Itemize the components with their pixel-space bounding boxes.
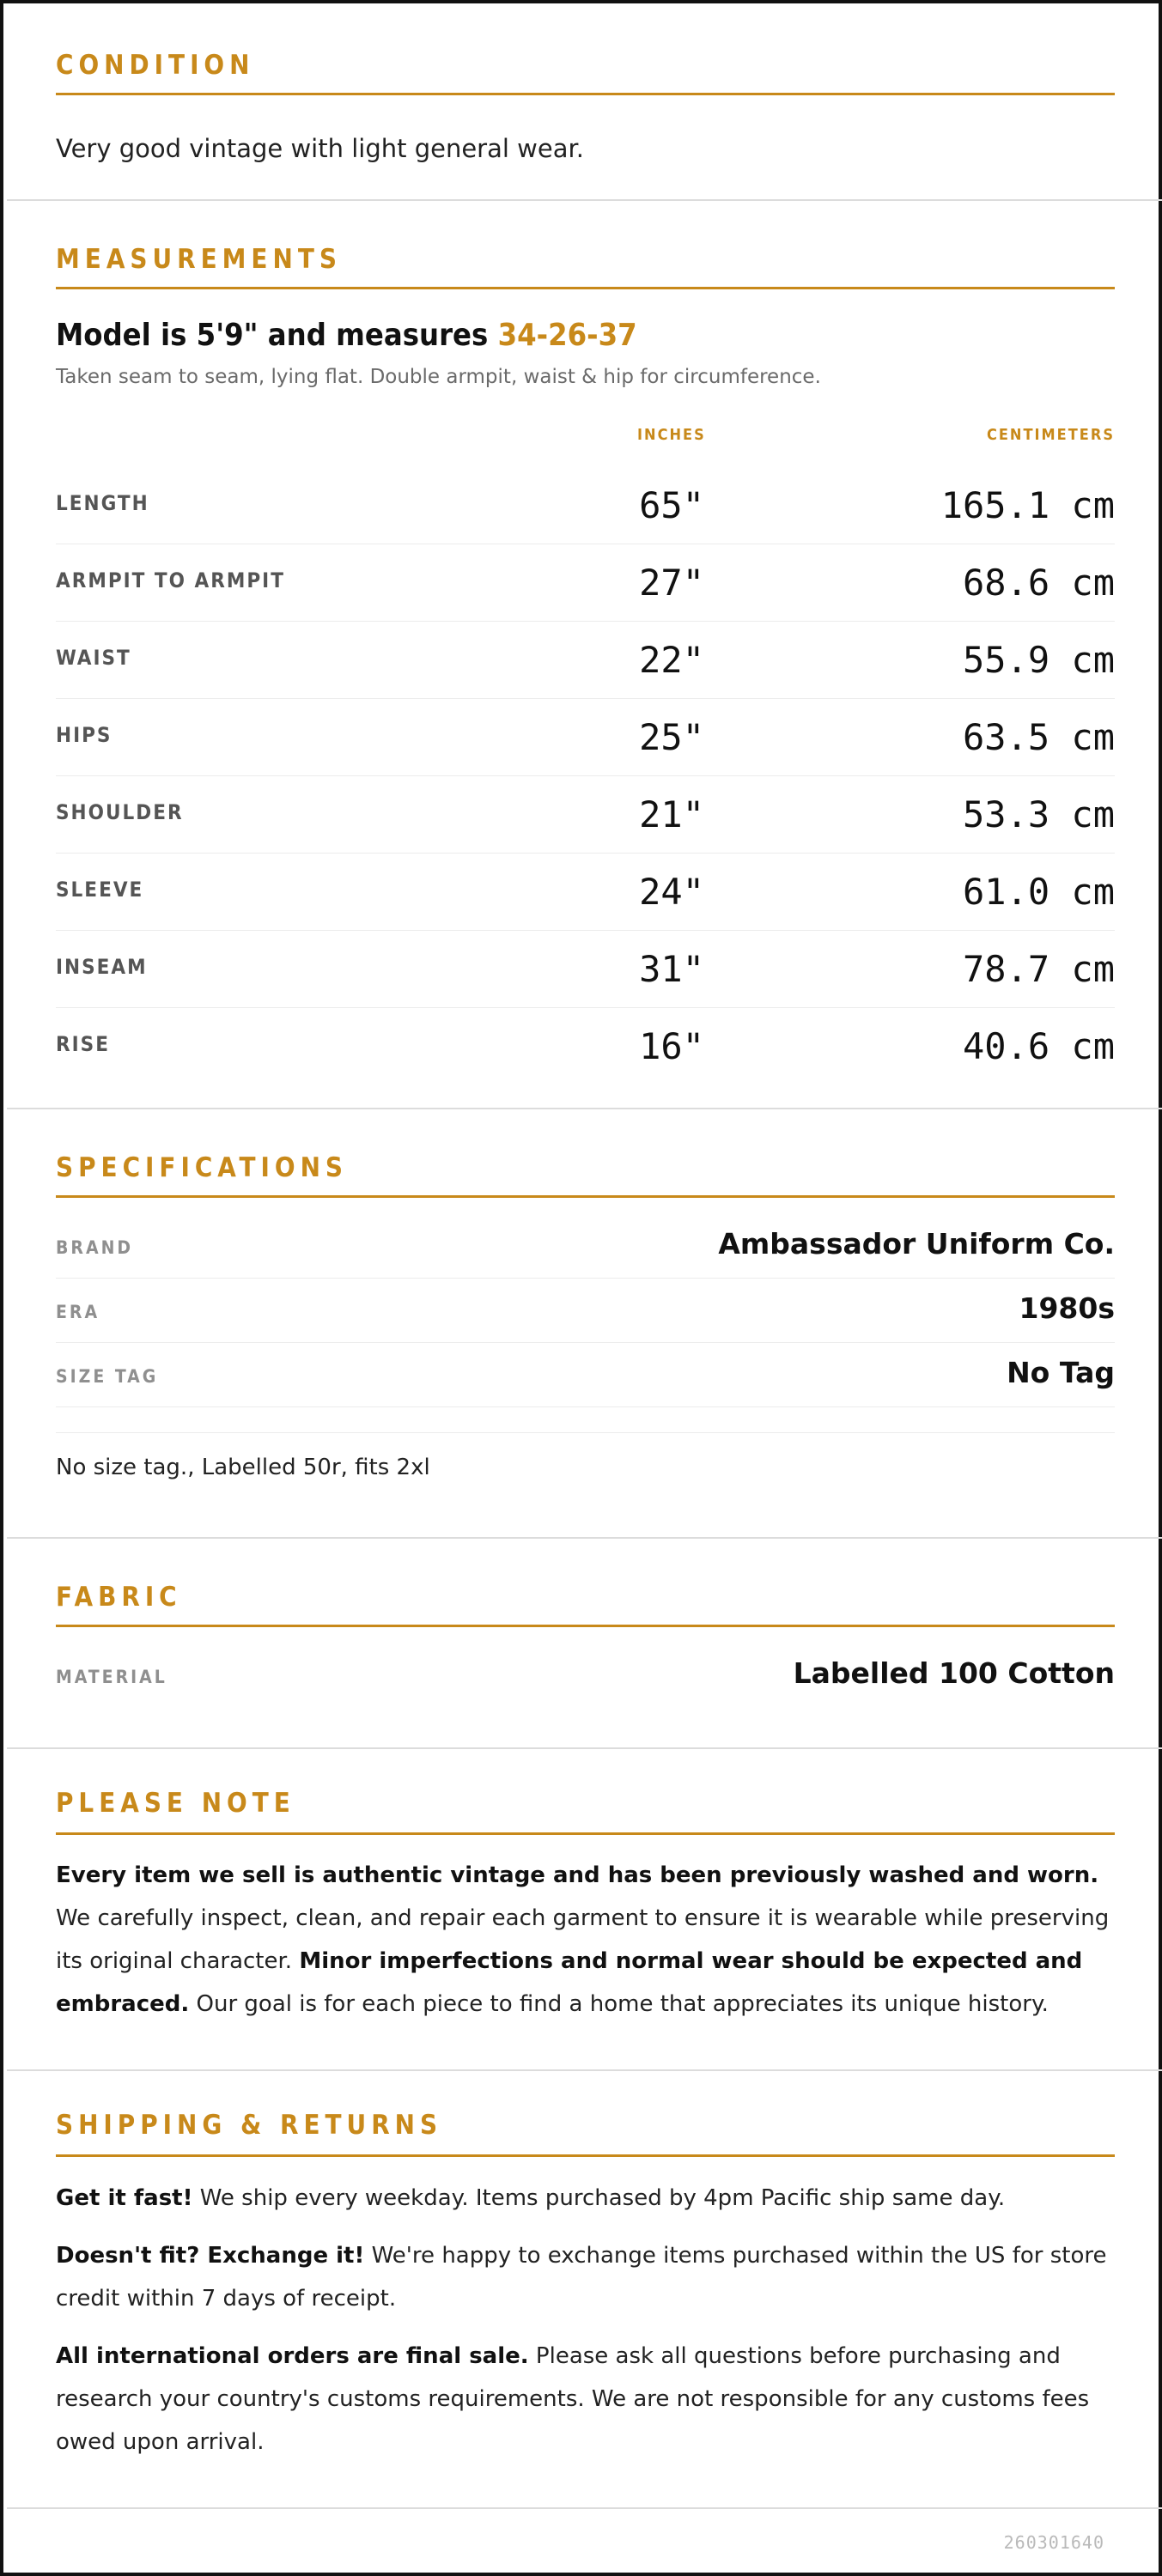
measurement-cm: 63.5 cm xyxy=(962,716,1115,758)
headline-prefix: Model is 5'9" and measures xyxy=(56,318,498,353)
shipping-section xyxy=(7,2071,1162,2509)
shipping-title: SHIPPING & RETURNS xyxy=(56,2110,443,2141)
condition-section xyxy=(7,7,1162,201)
fabric-material-row xyxy=(56,1640,1115,1704)
condition-title: CONDITION xyxy=(56,50,255,81)
spec-row-brand xyxy=(56,1214,1115,1279)
spec-value: No Tag xyxy=(1007,1356,1115,1389)
measurement-label: SHOULDER xyxy=(56,800,184,824)
shipping-text-2: We're happy to exchange items purchased within the US for store credit within 7 days of receipt. xyxy=(56,2243,1107,2312)
headline-accent: 34-26-37 xyxy=(497,318,637,353)
measurement-row xyxy=(56,467,1115,544)
measurement-row xyxy=(56,544,1115,622)
condition-text: Very good vintage with light general wear. xyxy=(56,134,584,163)
spec-divider xyxy=(56,1397,1115,1433)
specifications-rule xyxy=(56,1195,1115,1198)
fabric-section xyxy=(7,1539,1162,1749)
condition-rule xyxy=(56,93,1115,95)
please-note-bold-1: Every item we sell is authentic vintage and has been previously washed and worn. xyxy=(56,1862,1099,1888)
centimeters-column-header: CENTIMETERS xyxy=(986,426,1115,444)
measurement-inches: 25" xyxy=(639,716,704,758)
measurement-cm: 55.9 cm xyxy=(962,639,1115,681)
specifications-section xyxy=(7,1109,1162,1539)
measurement-row xyxy=(56,1008,1115,1085)
measurement-label: INSEAM xyxy=(56,955,148,979)
measurement-inches: 65" xyxy=(639,484,704,526)
please-note-bold-2: Minor imperfections and normal wear should be expected and embraced. xyxy=(56,1948,1083,2017)
measurements-section xyxy=(7,201,1162,1109)
shipping-bold-3: All international orders are final sale. xyxy=(56,2343,529,2369)
measurements-rule xyxy=(56,287,1115,289)
spec-row-era xyxy=(56,1279,1115,1343)
measurements-subtitle: Taken seam to seam, lying flat. Double armpit, waist & hip for circumference. xyxy=(56,366,821,388)
fabric-value: Labelled 100 Cotton xyxy=(793,1656,1115,1690)
spec-value: Ambassador Uniform Co. xyxy=(718,1227,1115,1261)
shipping-bold-1: Get it fast! xyxy=(56,2185,193,2211)
fabric-label: MATERIAL xyxy=(56,1667,167,1687)
please-note-text xyxy=(56,1854,1115,2026)
measurement-label: RISE xyxy=(56,1032,110,1056)
spec-label: SIZE TAG xyxy=(56,1366,159,1387)
fabric-rule xyxy=(56,1625,1115,1627)
item-id: 260301640 xyxy=(1003,2532,1104,2553)
measurement-cm: 61.0 cm xyxy=(962,871,1115,913)
measurement-inches: 27" xyxy=(639,562,704,604)
measurement-row xyxy=(56,776,1115,854)
spec-value: 1980s xyxy=(1019,1291,1115,1325)
measurement-cm: 68.6 cm xyxy=(962,562,1115,604)
measurement-inches: 22" xyxy=(639,639,704,681)
please-note-rule xyxy=(56,1832,1115,1835)
shipping-bold-2: Doesn't fit? Exchange it! xyxy=(56,2243,365,2269)
measurement-inches: 24" xyxy=(639,871,704,913)
measurement-cm: 165.1 cm xyxy=(940,484,1115,526)
measurement-cm: 40.6 cm xyxy=(962,1025,1115,1067)
please-note-text-2: Our goal is for each piece to find a home that appreciates its unique history. xyxy=(189,1991,1049,2017)
measurement-row xyxy=(56,622,1115,699)
measurements-title: MEASUREMENTS xyxy=(56,244,342,275)
shipping-rule xyxy=(56,2154,1115,2157)
measurement-inches: 21" xyxy=(639,793,704,835)
shipping-text-1: We ship every weekday. Items purchased by 4pm Pacific ship same day. xyxy=(192,2185,1006,2211)
measurement-row xyxy=(56,854,1115,931)
spec-label: ERA xyxy=(56,1302,100,1322)
measurement-row xyxy=(56,931,1115,1008)
shipping-paragraph-3 xyxy=(56,2335,1115,2464)
please-note-section xyxy=(7,1749,1162,2071)
spec-note: No size tag., Labelled 50r, fits 2xl xyxy=(56,1455,430,1480)
measurement-label: HIPS xyxy=(56,723,113,747)
measurement-label: LENGTH xyxy=(56,491,149,515)
measurement-cm: 78.7 cm xyxy=(962,948,1115,990)
measurement-row xyxy=(56,699,1115,776)
measurement-label: WAIST xyxy=(56,646,131,670)
spec-label: BRAND xyxy=(56,1237,134,1258)
shipping-text-3: Please ask all questions before purchasing and research your country's customs requirements. We are not responsible for any customs fees owed upon arrival. xyxy=(56,2343,1090,2455)
please-note-title: PLEASE NOTE xyxy=(56,1788,295,1819)
measurement-cm: 53.3 cm xyxy=(962,793,1115,835)
inches-column-header: INCHES xyxy=(637,426,706,444)
measurement-inches: 16" xyxy=(639,1025,704,1067)
fabric-title: FABRIC xyxy=(56,1582,182,1613)
model-measurements-headline xyxy=(56,318,637,353)
shipping-paragraph-1 xyxy=(56,2177,1115,2220)
measurement-inches: 31" xyxy=(639,948,704,990)
please-note-text-1: We carefully inspect, clean, and repair each garment to ensure it is wearable while preserving its original character. xyxy=(56,1905,1110,1974)
specifications-title: SPECIFICATIONS xyxy=(56,1152,349,1183)
measurement-label: ARMPIT TO ARMPIT xyxy=(56,568,285,592)
measurement-label: SLEEVE xyxy=(56,878,144,902)
shipping-paragraph-2 xyxy=(56,2234,1115,2320)
